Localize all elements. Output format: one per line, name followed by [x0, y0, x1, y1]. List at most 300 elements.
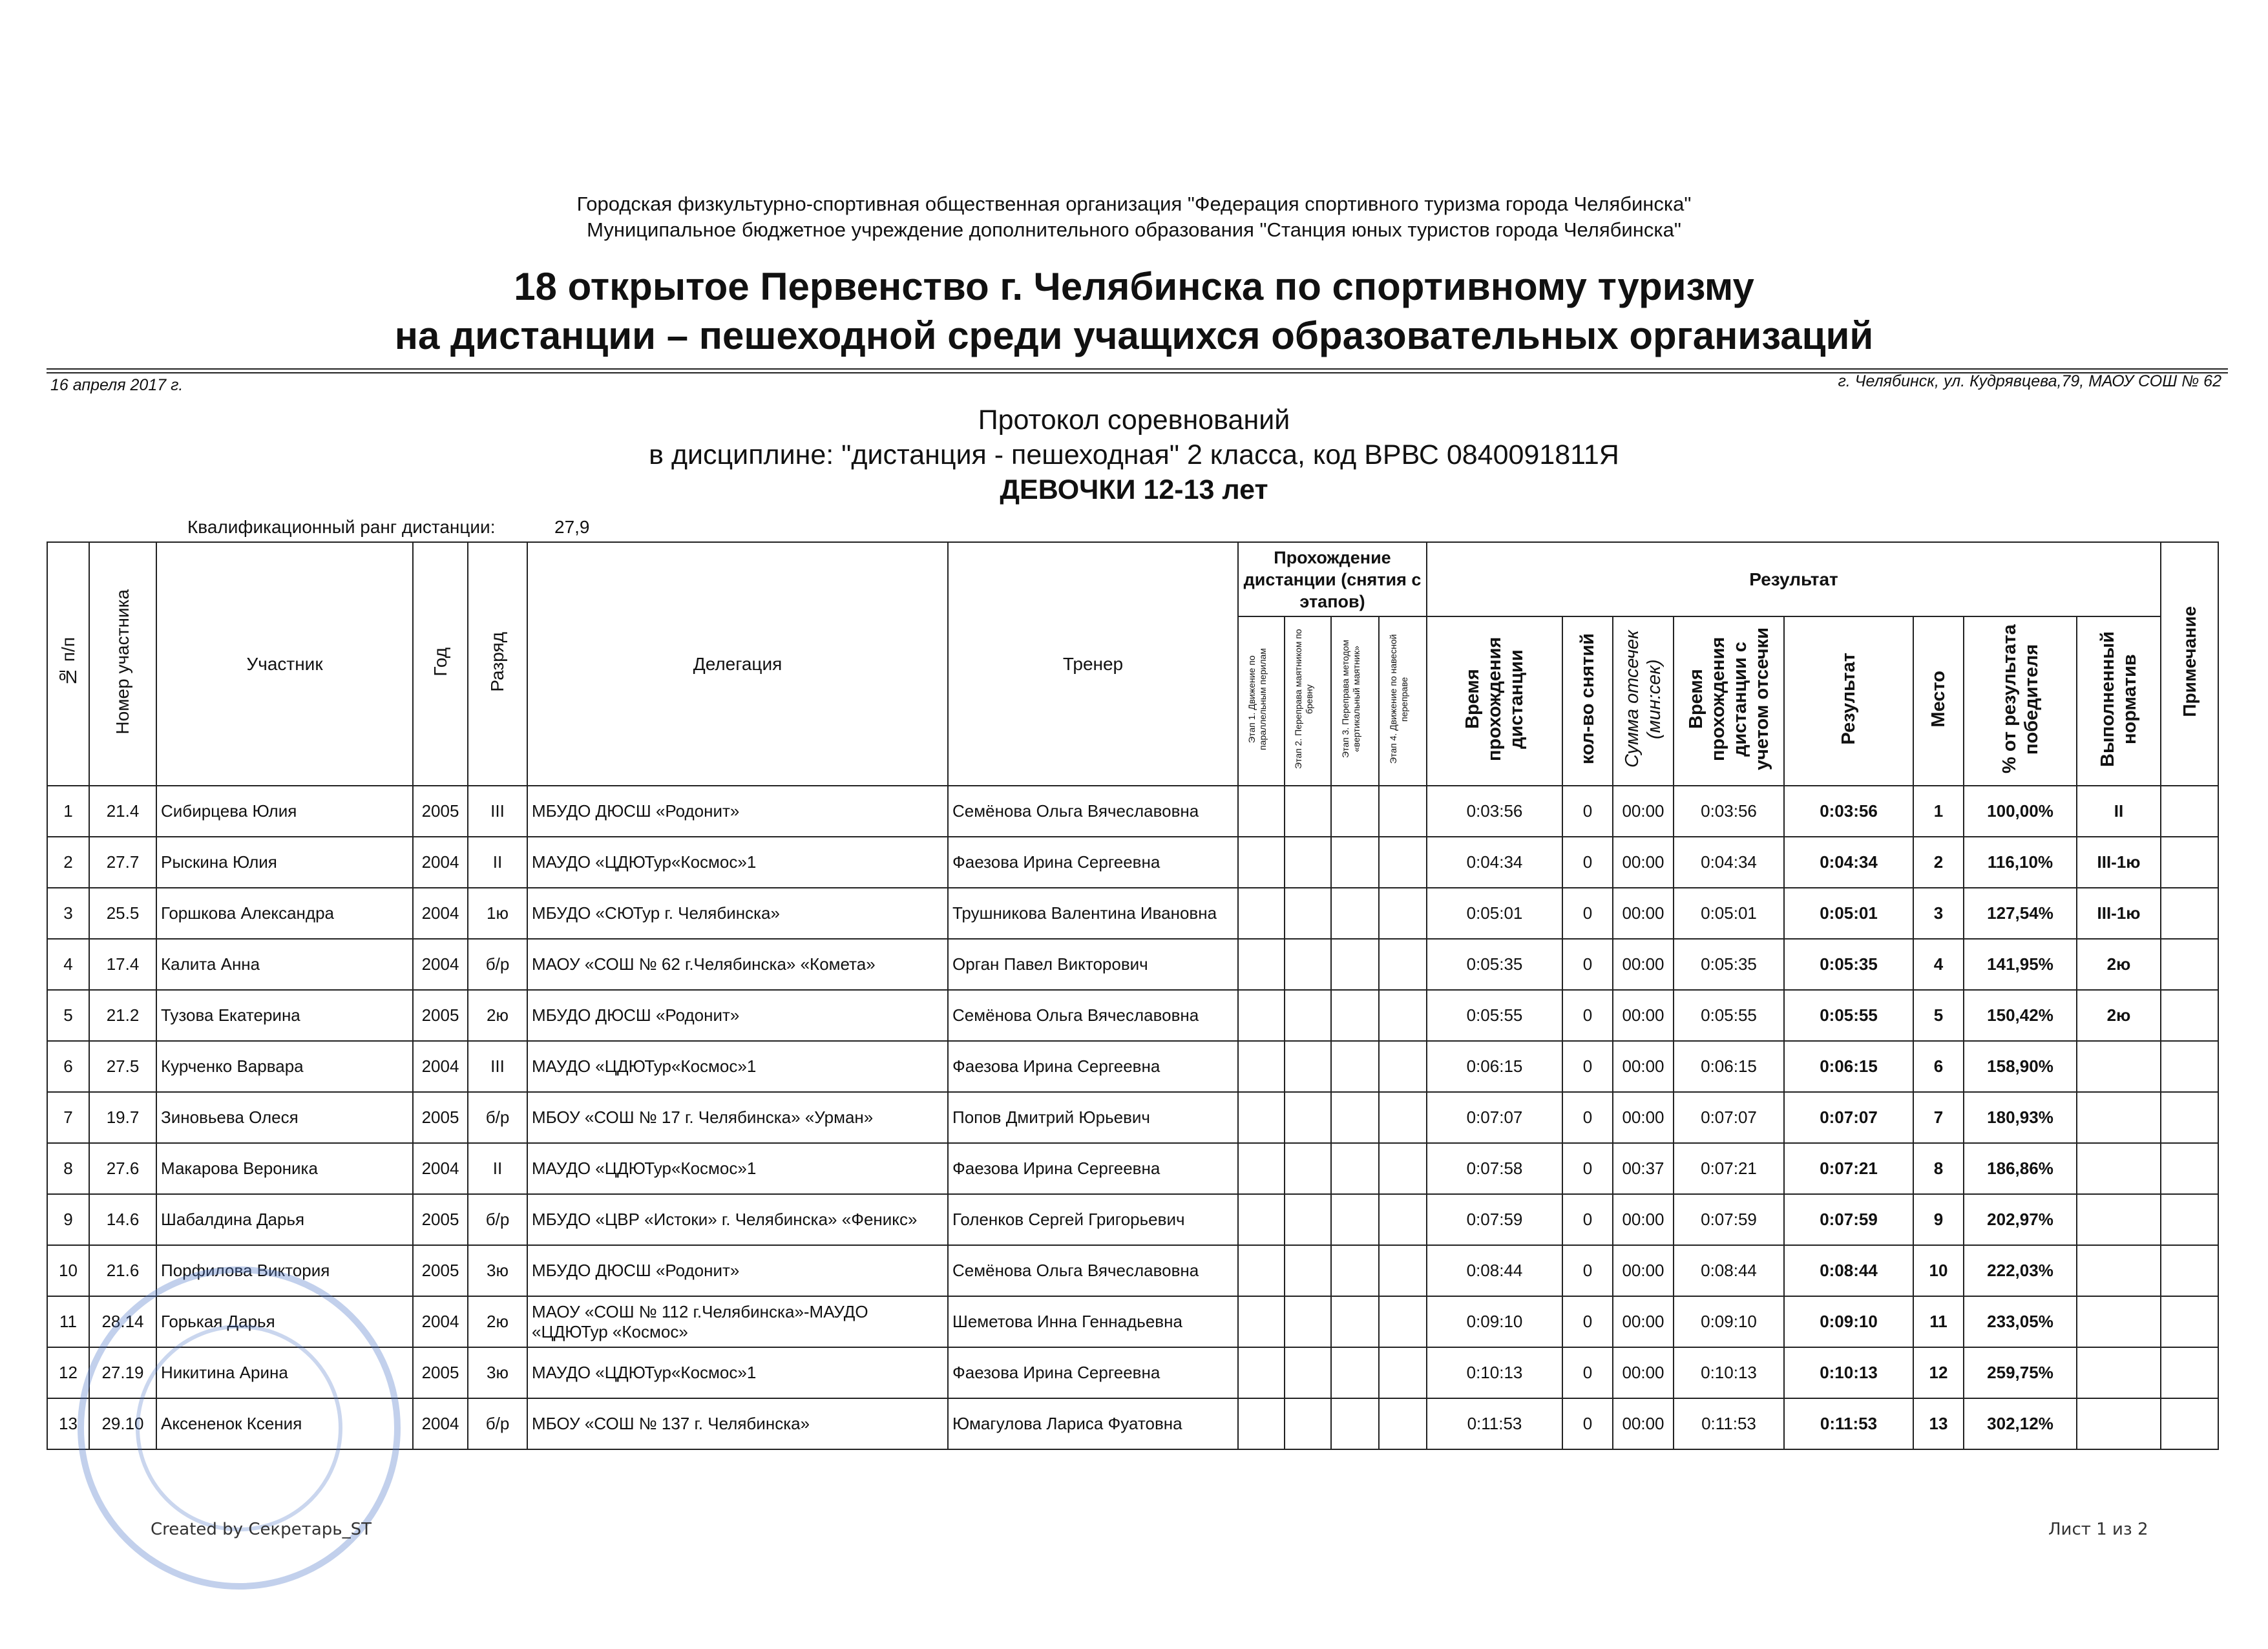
row-stage2	[1285, 1245, 1331, 1296]
row-cutoff-sum: 00:00	[1613, 786, 1674, 837]
row-result: 0:07:21	[1784, 1143, 1913, 1194]
row-norm: III-1ю	[2077, 888, 2161, 939]
row-removals: 0	[1562, 1092, 1613, 1143]
row-note	[2161, 1092, 2218, 1143]
row-percent: 202,97%	[1964, 1194, 2077, 1245]
row-year: 2005	[413, 1347, 468, 1398]
row-participant: Зиновьева Олеся	[156, 1092, 413, 1143]
row-removals: 0	[1562, 939, 1613, 990]
row-cutoff-sum: 00:00	[1613, 1092, 1674, 1143]
row-note	[2161, 939, 2218, 990]
org-line-2: Муниципальное бюджетное учреждение дополнительного образования "Станция юных туристов города Челябинска"	[587, 218, 1681, 241]
row-num: 5	[47, 990, 89, 1041]
row-stage2	[1285, 990, 1331, 1041]
col-num: № п/п	[47, 542, 89, 786]
row-time: 0:10:13	[1427, 1347, 1562, 1398]
row-percent: 180,93%	[1964, 1092, 2077, 1143]
event-place: г. Челябинск, ул. Кудрявцева,79, МАОУ СОШ № 62	[1838, 372, 2221, 390]
page-number: Лист 1 из 2	[2048, 1520, 2148, 1539]
table-row	[47, 1092, 2218, 1143]
row-removals: 0	[1562, 1398, 1613, 1449]
row-time-cutoff: 0:08:44	[1674, 1245, 1784, 1296]
row-num: 6	[47, 1041, 89, 1092]
row-stage4	[1379, 1296, 1427, 1347]
row-percent: 186,86%	[1964, 1143, 2077, 1194]
protocol-title: Протокол соревнований	[978, 404, 1290, 436]
row-stage2	[1285, 1143, 1331, 1194]
row-coach: Трушникова Валентина Ивановна	[948, 888, 1238, 939]
row-time: 0:06:15	[1427, 1041, 1562, 1092]
row-category: 2ю	[468, 1296, 527, 1347]
row-norm	[2077, 1194, 2161, 1245]
row-place: 10	[1913, 1245, 1964, 1296]
row-removals: 0	[1562, 1296, 1613, 1347]
row-removals: 0	[1562, 990, 1613, 1041]
col-participant: Участник	[156, 542, 413, 786]
row-cutoff-sum: 00:00	[1613, 1245, 1674, 1296]
row-coach: Семёнова Ольга Вячеславовна	[948, 990, 1238, 1041]
row-num: 11	[47, 1296, 89, 1347]
table-row	[47, 990, 2218, 1041]
col-stage1: Этап 1. Движение по параллельным перилам	[1238, 616, 1285, 786]
row-removals: 0	[1562, 888, 1613, 939]
row-year: 2004	[413, 939, 468, 990]
row-stage2	[1285, 1092, 1331, 1143]
row-year: 2005	[413, 1092, 468, 1143]
row-norm	[2077, 1296, 2161, 1347]
row-cutoff-sum: 00:00	[1613, 939, 1674, 990]
row-year: 2005	[413, 1194, 468, 1245]
row-place: 11	[1913, 1296, 1964, 1347]
row-stage3	[1331, 1347, 1379, 1398]
row-stage1	[1238, 888, 1285, 939]
discipline: в дисциплине: "дистанция - пешеходная" 2 класса, код ВРВС 0840091811Я	[649, 439, 1619, 470]
col-result-group: Результат	[1427, 542, 2161, 616]
row-year: 2004	[413, 888, 468, 939]
row-delegation: МАУДО «ЦДЮТур«Космос»1	[527, 1041, 948, 1092]
row-result: 0:07:59	[1784, 1194, 1913, 1245]
row-stage3	[1331, 1143, 1379, 1194]
row-time-cutoff: 0:09:10	[1674, 1296, 1784, 1347]
row-time-cutoff: 0:05:01	[1674, 888, 1784, 939]
row-result: 0:06:15	[1784, 1041, 1913, 1092]
seal-stamp	[78, 1266, 401, 1590]
row-cutoff-sum: 00:00	[1613, 1194, 1674, 1245]
row-stage4	[1379, 1347, 1427, 1398]
row-place: 6	[1913, 1041, 1964, 1092]
row-time: 0:09:10	[1427, 1296, 1562, 1347]
row-year: 2004	[413, 1143, 468, 1194]
row-norm: II	[2077, 786, 2161, 837]
row-bib: 21.6	[89, 1245, 156, 1296]
row-stage3	[1331, 1194, 1379, 1245]
table-row	[47, 1143, 2218, 1194]
row-bib: 21.4	[89, 786, 156, 837]
row-time: 0:07:07	[1427, 1092, 1562, 1143]
row-bib: 28.14	[89, 1296, 156, 1347]
row-year: 2004	[413, 1041, 468, 1092]
row-bib: 19.7	[89, 1092, 156, 1143]
row-note	[2161, 1143, 2218, 1194]
row-stage1	[1238, 1143, 1285, 1194]
row-cutoff-sum: 00:00	[1613, 1041, 1674, 1092]
col-time: Время прохождения дистанции	[1427, 616, 1562, 786]
col-coach: Тренер	[948, 542, 1238, 786]
row-num: 12	[47, 1347, 89, 1398]
row-bib: 27.7	[89, 837, 156, 888]
row-stage4	[1379, 1398, 1427, 1449]
row-coach: Семёнова Ольга Вячеславовна	[948, 1245, 1238, 1296]
row-delegation: МАОУ «СОШ № 62 г.Челябинска» «Комета»	[527, 939, 948, 990]
row-year: 2005	[413, 1245, 468, 1296]
row-time: 0:08:44	[1427, 1245, 1562, 1296]
row-stage4	[1379, 1092, 1427, 1143]
row-stage4	[1379, 939, 1427, 990]
row-stage4	[1379, 1194, 1427, 1245]
row-removals: 0	[1562, 786, 1613, 837]
page-title-line-1: 18 открытое Первенство г. Челябинска по спортивному туризму	[514, 265, 1754, 308]
row-note	[2161, 990, 2218, 1041]
row-result: 0:09:10	[1784, 1296, 1913, 1347]
row-time: 0:05:35	[1427, 939, 1562, 990]
row-note	[2161, 837, 2218, 888]
row-stage3	[1331, 1092, 1379, 1143]
row-time-cutoff: 0:04:34	[1674, 837, 1784, 888]
row-stage2	[1285, 1347, 1331, 1398]
row-place: 4	[1913, 939, 1964, 990]
row-category: II	[468, 837, 527, 888]
row-category: 3ю	[468, 1347, 527, 1398]
row-coach: Фаезова Ирина Сергеевна	[948, 1347, 1238, 1398]
row-num: 13	[47, 1398, 89, 1449]
row-stage4	[1379, 1143, 1427, 1194]
row-bib: 21.2	[89, 990, 156, 1041]
row-norm	[2077, 1245, 2161, 1296]
row-stage1	[1238, 1041, 1285, 1092]
row-stage3	[1331, 786, 1379, 837]
row-bib: 27.5	[89, 1041, 156, 1092]
row-delegation: МБУДО «СЮТур г. Челябинска»	[527, 888, 948, 939]
row-percent: 233,05%	[1964, 1296, 2077, 1347]
row-place: 2	[1913, 837, 1964, 888]
row-delegation: МБУДО ДЮСШ «Родонит»	[527, 990, 948, 1041]
col-place: Место	[1913, 616, 1964, 786]
row-bib: 29.10	[89, 1398, 156, 1449]
row-year: 2005	[413, 786, 468, 837]
row-bib: 25.5	[89, 888, 156, 939]
row-stage2	[1285, 1194, 1331, 1245]
row-stage3	[1331, 1398, 1379, 1449]
col-percent: % от результата победителя	[1964, 616, 2077, 786]
row-participant: Горькая Дарья	[156, 1296, 413, 1347]
row-note	[2161, 888, 2218, 939]
row-delegation: МБУДО «ЦВР «Истоки» г. Челябинска» «Феникс»	[527, 1194, 948, 1245]
row-coach: Юмагулова Лариса Фуатовна	[948, 1398, 1238, 1449]
row-delegation: МБУДО ДЮСШ «Родонит»	[527, 1245, 948, 1296]
row-stage1	[1238, 786, 1285, 837]
row-year: 2004	[413, 1296, 468, 1347]
row-bib: 27.19	[89, 1347, 156, 1398]
row-delegation: МАОУ «СОШ № 112 г.Челябинска»-МАУДО «ЦДЮТур «Космос»	[527, 1296, 948, 1347]
row-percent: 141,95%	[1964, 939, 2077, 990]
row-removals: 0	[1562, 1347, 1613, 1398]
row-place: 13	[1913, 1398, 1964, 1449]
row-norm: 2ю	[2077, 990, 2161, 1041]
row-note	[2161, 786, 2218, 837]
row-percent: 116,10%	[1964, 837, 2077, 888]
row-participant: Макарова Вероника	[156, 1143, 413, 1194]
row-stage1	[1238, 1398, 1285, 1449]
col-result: Результат	[1784, 616, 1913, 786]
row-note	[2161, 1041, 2218, 1092]
table-row	[47, 888, 2218, 939]
row-delegation: МБОУ «СОШ № 17 г. Челябинска» «Урман»	[527, 1092, 948, 1143]
row-stage3	[1331, 837, 1379, 888]
row-time-cutoff: 0:07:59	[1674, 1194, 1784, 1245]
col-delegation: Делегация	[527, 542, 948, 786]
row-participant: Сибирцева Юлия	[156, 786, 413, 837]
col-stage3: Этап 3. Переправа методом «вертикальный маятник»	[1331, 616, 1379, 786]
row-note	[2161, 1194, 2218, 1245]
row-place: 12	[1913, 1347, 1964, 1398]
row-percent: 259,75%	[1964, 1347, 2077, 1398]
row-stage3	[1331, 990, 1379, 1041]
col-note: Примечание	[2161, 542, 2218, 786]
row-num: 4	[47, 939, 89, 990]
row-time-cutoff: 0:11:53	[1674, 1398, 1784, 1449]
row-stage4	[1379, 1041, 1427, 1092]
col-bib: Номер участника	[89, 542, 156, 786]
row-category: 1ю	[468, 888, 527, 939]
row-place: 3	[1913, 888, 1964, 939]
row-category: б/р	[468, 1194, 527, 1245]
col-stage2: Этап 2. Переправа маятником по бревну	[1285, 616, 1331, 786]
row-category: III	[468, 786, 527, 837]
row-stage3	[1331, 939, 1379, 990]
row-num: 1	[47, 786, 89, 837]
row-stage2	[1285, 888, 1331, 939]
row-participant: Курченко Варвара	[156, 1041, 413, 1092]
row-year: 2004	[413, 1398, 468, 1449]
col-stage4: Этап 4. Движение по навесной переправе	[1379, 616, 1427, 786]
row-place: 1	[1913, 786, 1964, 837]
row-participant: Аксененок Ксения	[156, 1398, 413, 1449]
row-stage1	[1238, 990, 1285, 1041]
row-stage4	[1379, 990, 1427, 1041]
row-participant: Порфилова Виктория	[156, 1245, 413, 1296]
row-coach: Фаезова Ирина Сергеевна	[948, 1041, 1238, 1092]
row-time: 0:11:53	[1427, 1398, 1562, 1449]
row-stage2	[1285, 1041, 1331, 1092]
row-year: 2005	[413, 990, 468, 1041]
rank-label: Квалификационный ранг дистанции:	[187, 517, 496, 537]
row-category: III	[468, 1041, 527, 1092]
row-norm: III-1ю	[2077, 837, 2161, 888]
table-row	[47, 1194, 2218, 1245]
row-note	[2161, 1245, 2218, 1296]
row-result: 0:11:53	[1784, 1398, 1913, 1449]
row-time-cutoff: 0:07:21	[1674, 1143, 1784, 1194]
row-participant: Тузова Екатерина	[156, 990, 413, 1041]
row-stage1	[1238, 939, 1285, 990]
row-cutoff-sum: 00:00	[1613, 1296, 1674, 1347]
row-time-cutoff: 0:05:35	[1674, 939, 1784, 990]
row-coach: Голенков Сергей Григорьевич	[948, 1194, 1238, 1245]
row-place: 8	[1913, 1143, 1964, 1194]
row-num: 10	[47, 1245, 89, 1296]
row-time-cutoff: 0:03:56	[1674, 786, 1784, 837]
row-removals: 0	[1562, 1143, 1613, 1194]
row-time: 0:05:01	[1427, 888, 1562, 939]
row-time: 0:07:59	[1427, 1194, 1562, 1245]
row-delegation: МБОУ «СОШ № 137 г. Челябинска»	[527, 1398, 948, 1449]
row-year: 2004	[413, 837, 468, 888]
row-percent: 100,00%	[1964, 786, 2077, 837]
row-coach: Фаезова Ирина Сергеевна	[948, 837, 1238, 888]
row-participant: Никитина Арина	[156, 1347, 413, 1398]
row-delegation: МАУДО «ЦДЮТур«Космос»1	[527, 1143, 948, 1194]
title-rule	[47, 368, 2228, 370]
org-line-1: Городская физкультурно-спортивная общественная организация "Федерация спортивного туризма города Челябинска"	[576, 193, 1692, 215]
row-category: 3ю	[468, 1245, 527, 1296]
age-group: ДЕВОЧКИ 12-13 лет	[1000, 474, 1268, 505]
row-cutoff-sum: 00:37	[1613, 1143, 1674, 1194]
row-result: 0:05:35	[1784, 939, 1913, 990]
row-percent: 222,03%	[1964, 1245, 2077, 1296]
row-stage3	[1331, 1041, 1379, 1092]
row-coach: Орган Павел Викторович	[948, 939, 1238, 990]
row-percent: 127,54%	[1964, 888, 2077, 939]
col-passage: Прохождение дистанции (снятия с этапов)	[1238, 542, 1427, 616]
col-time-cutoff: Время прохождения дистанции с учетом отсечки	[1674, 616, 1784, 786]
row-removals: 0	[1562, 837, 1613, 888]
row-removals: 0	[1562, 1041, 1613, 1092]
row-stage4	[1379, 1245, 1427, 1296]
row-cutoff-sum: 00:00	[1613, 990, 1674, 1041]
row-time: 0:04:34	[1427, 837, 1562, 888]
event-date: 16 апреля 2017 г.	[50, 376, 184, 394]
row-stage3	[1331, 1245, 1379, 1296]
row-stage4	[1379, 837, 1427, 888]
row-result: 0:10:13	[1784, 1347, 1913, 1398]
row-coach: Шеметова Инна Геннадьевна	[948, 1296, 1238, 1347]
row-stage4	[1379, 786, 1427, 837]
table-row	[47, 939, 2218, 990]
row-delegation: МАУДО «ЦДЮТур«Космос»1	[527, 837, 948, 888]
row-participant: Калита Анна	[156, 939, 413, 990]
row-num: 2	[47, 837, 89, 888]
row-note	[2161, 1398, 2218, 1449]
row-delegation: МАУДО «ЦДЮТур«Космос»1	[527, 1347, 948, 1398]
row-category: II	[468, 1143, 527, 1194]
row-stage1	[1238, 1092, 1285, 1143]
row-time-cutoff: 0:05:55	[1674, 990, 1784, 1041]
row-norm	[2077, 1398, 2161, 1449]
row-bib: 14.6	[89, 1194, 156, 1245]
row-norm	[2077, 1143, 2161, 1194]
table-row	[47, 1041, 2218, 1092]
row-note	[2161, 1296, 2218, 1347]
row-time-cutoff: 0:07:07	[1674, 1092, 1784, 1143]
row-stage1	[1238, 837, 1285, 888]
page-title-line-2: на дистанции – пешеходной среди учащихся образовательных организаций	[394, 314, 1874, 357]
row-cutoff-sum: 00:00	[1613, 837, 1674, 888]
col-removals: кол-во снятий	[1562, 616, 1613, 786]
row-participant: Шабалдина Дарья	[156, 1194, 413, 1245]
row-time-cutoff: 0:10:13	[1674, 1347, 1784, 1398]
row-result: 0:05:55	[1784, 990, 1913, 1041]
row-category: 2ю	[468, 990, 527, 1041]
row-norm: 2ю	[2077, 939, 2161, 990]
row-stage3	[1331, 888, 1379, 939]
row-stage3	[1331, 1296, 1379, 1347]
row-category: б/р	[468, 1092, 527, 1143]
row-result: 0:08:44	[1784, 1245, 1913, 1296]
table-row	[47, 1245, 2218, 1296]
row-cutoff-sum: 00:00	[1613, 1347, 1674, 1398]
row-cutoff-sum: 00:00	[1613, 1398, 1674, 1449]
table-row	[47, 837, 2218, 888]
row-bib: 17.4	[89, 939, 156, 990]
row-coach: Семёнова Ольга Вячеславовна	[948, 786, 1238, 837]
row-stage1	[1238, 1296, 1285, 1347]
row-category: б/р	[468, 1398, 527, 1449]
col-cutoff-sum: Сумма отсечек (мин:сек)	[1613, 616, 1674, 786]
row-percent: 150,42%	[1964, 990, 2077, 1041]
row-norm	[2077, 1041, 2161, 1092]
row-stage2	[1285, 939, 1331, 990]
row-participant: Рыскина Юлия	[156, 837, 413, 888]
row-stage1	[1238, 1347, 1285, 1398]
row-result: 0:05:01	[1784, 888, 1913, 939]
row-stage2	[1285, 1296, 1331, 1347]
row-time-cutoff: 0:06:15	[1674, 1041, 1784, 1092]
row-coach: Фаезова Ирина Сергеевна	[948, 1143, 1238, 1194]
row-num: 9	[47, 1194, 89, 1245]
row-time: 0:05:55	[1427, 990, 1562, 1041]
row-note	[2161, 1347, 2218, 1398]
col-year: Год	[413, 542, 468, 786]
row-coach: Попов Дмитрий Юрьевич	[948, 1092, 1238, 1143]
row-place: 7	[1913, 1092, 1964, 1143]
row-stage1	[1238, 1245, 1285, 1296]
row-norm	[2077, 1092, 2161, 1143]
row-result: 0:03:56	[1784, 786, 1913, 837]
row-category: б/р	[468, 939, 527, 990]
row-stage2	[1285, 786, 1331, 837]
table-row	[47, 786, 2218, 837]
row-percent: 158,90%	[1964, 1041, 2077, 1092]
row-removals: 0	[1562, 1194, 1613, 1245]
results-table	[47, 541, 2219, 1450]
row-result: 0:07:07	[1784, 1092, 1913, 1143]
row-participant: Горшкова Александра	[156, 888, 413, 939]
row-stage2	[1285, 837, 1331, 888]
row-place: 9	[1913, 1194, 1964, 1245]
row-stage1	[1238, 1194, 1285, 1245]
rank-value: 27,9	[554, 517, 590, 537]
row-cutoff-sum: 00:00	[1613, 888, 1674, 939]
row-num: 8	[47, 1143, 89, 1194]
row-removals: 0	[1562, 1245, 1613, 1296]
row-result: 0:04:34	[1784, 837, 1913, 888]
col-category: Разряд	[468, 542, 527, 786]
row-num: 3	[47, 888, 89, 939]
row-stage4	[1379, 888, 1427, 939]
col-norm: Выполненный норматив	[2077, 616, 2161, 786]
created-by: Created by Секретарь_ST	[151, 1520, 372, 1539]
row-bib: 27.6	[89, 1143, 156, 1194]
